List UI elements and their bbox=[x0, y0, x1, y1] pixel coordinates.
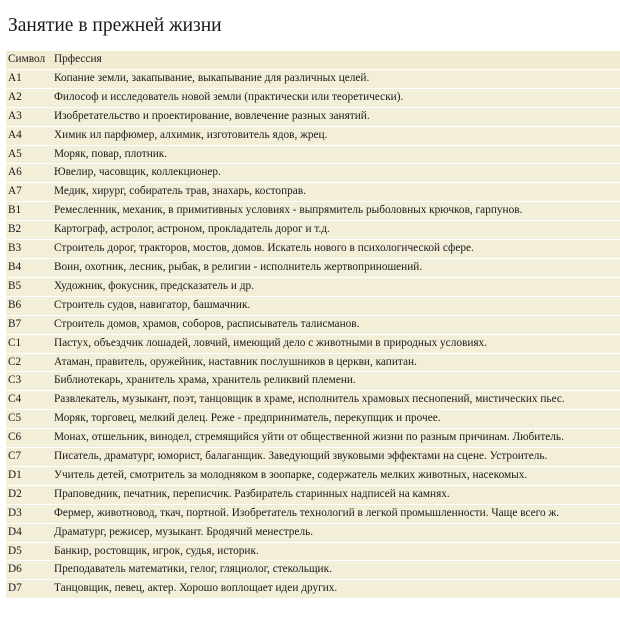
table-row bbox=[6, 524, 620, 542]
table-row bbox=[6, 448, 620, 466]
profession-table-container bbox=[6, 50, 620, 599]
profession-cell: Банкир, ростовщик, игрок, судья, историк. bbox=[52, 543, 620, 561]
table-row bbox=[6, 372, 620, 390]
header-profession: Прфессия bbox=[52, 51, 620, 69]
table-row bbox=[6, 354, 620, 372]
profession-cell: Пастух, объездчик лошадей, ловчий, имеющий дело с животными в природных условиях. bbox=[52, 335, 620, 353]
table-row bbox=[6, 410, 620, 428]
profession-cell: Философ и исследователь новой земли (практически или теоретически). bbox=[52, 89, 620, 107]
table-row bbox=[6, 164, 620, 182]
symbol-cell: C1 bbox=[6, 335, 52, 353]
table-row bbox=[6, 486, 620, 504]
symbol-cell: B2 bbox=[6, 221, 52, 239]
profession-cell: Строитель домов, храмов, соборов, расписыватель талисманов. bbox=[52, 316, 620, 334]
symbol-cell: C5 bbox=[6, 410, 52, 428]
symbol-cell: D6 bbox=[6, 561, 52, 579]
symbol-cell: C3 bbox=[6, 372, 52, 390]
profession-cell: Ремесленник, механик, в примитивных условиях - выпрямитель рыболовных крючков, гарпунов. bbox=[52, 202, 620, 220]
symbol-cell: A1 bbox=[6, 70, 52, 88]
profession-cell: Развлекатель, музыкант, поэт, танцовщик в храме, исполнитель храмовых песнопений, мистических пьес. bbox=[52, 391, 620, 409]
symbol-cell: C7 bbox=[6, 448, 52, 466]
profession-cell: Строитель дорог, тракторов, мостов, домов. Искатель нового в психологической сфере. bbox=[52, 240, 620, 258]
header-symbol: Символ bbox=[6, 51, 52, 69]
symbol-cell: D2 bbox=[6, 486, 52, 504]
symbol-cell: A3 bbox=[6, 108, 52, 126]
table-row bbox=[6, 146, 620, 164]
table-body bbox=[6, 70, 620, 598]
profession-cell: Учитель детей, смотритель за молодняком в зоопарке, содержатель мелких животных, насекомых. bbox=[52, 467, 620, 485]
profession-cell: Изобретательство и проектирование, вовлечение разных занятий. bbox=[52, 108, 620, 126]
profession-cell: Моряк, торговец, мелкий делец. Реже - предприниматель, перекупщик и прочее. bbox=[52, 410, 620, 428]
profession-cell: Монах, отшельник, винодел, стремящийся уйти от общественной жизни по разным причинам. Любитель. bbox=[52, 429, 620, 447]
symbol-cell: B7 bbox=[6, 316, 52, 334]
profession-cell: Ювелир, часовщик, коллекционер. bbox=[52, 164, 620, 182]
table-row bbox=[6, 543, 620, 561]
profession-cell: Танцовщик, певец, актер. Хорошо воплощает идеи других. bbox=[52, 580, 620, 598]
table-row bbox=[6, 580, 620, 598]
profession-cell: Медик, хирург, собиратель трав, знахарь, костоправ. bbox=[52, 183, 620, 201]
table-row bbox=[6, 505, 620, 523]
table-row bbox=[6, 221, 620, 239]
profession-cell: Праповедник, печатник, переписчик. Разбиратель старинных надписей на камнях. bbox=[52, 486, 620, 504]
table-row bbox=[6, 335, 620, 353]
symbol-cell: A2 bbox=[6, 89, 52, 107]
table-row bbox=[6, 202, 620, 220]
symbol-cell: C4 bbox=[6, 391, 52, 409]
symbol-cell: A6 bbox=[6, 164, 52, 182]
table-row bbox=[6, 278, 620, 296]
symbol-cell: D5 bbox=[6, 543, 52, 561]
symbol-cell: A7 bbox=[6, 183, 52, 201]
profession-cell: Художник, фокусник, предсказатель и др. bbox=[52, 278, 620, 296]
symbol-cell: D7 bbox=[6, 580, 52, 598]
profession-cell: Химик ил парфюмер, алхимик, изготовитель ядов, жрец. bbox=[52, 127, 620, 145]
table-row bbox=[6, 259, 620, 277]
symbol-cell: A4 bbox=[6, 127, 52, 145]
profession-table bbox=[6, 50, 620, 599]
symbol-cell: C2 bbox=[6, 354, 52, 372]
table-row bbox=[6, 429, 620, 447]
symbol-cell: D1 bbox=[6, 467, 52, 485]
table-row bbox=[6, 297, 620, 315]
table-row bbox=[6, 70, 620, 88]
table-row bbox=[6, 391, 620, 409]
profession-cell: Строитель судов, навигатор, башмачник. bbox=[52, 297, 620, 315]
profession-cell: Моряк, повар, плотник. bbox=[52, 146, 620, 164]
symbol-cell: B4 bbox=[6, 259, 52, 277]
table-header-row bbox=[6, 51, 620, 69]
profession-cell: Копание земли, закапывание, выкапывание для различных целей. bbox=[52, 70, 620, 88]
symbol-cell: D4 bbox=[6, 524, 52, 542]
profession-cell: Воин, охотник, лесник, рыбак, в религии - исполнитель жертвоприношений. bbox=[52, 259, 620, 277]
symbol-cell: B5 bbox=[6, 278, 52, 296]
table-row bbox=[6, 316, 620, 334]
profession-cell: Атаман, правитель, оружейник, наставник послушников в церкви, капитан. bbox=[52, 354, 620, 372]
table-row bbox=[6, 467, 620, 485]
symbol-cell: B3 bbox=[6, 240, 52, 258]
page-title: Занятие в прежней жизни bbox=[8, 15, 222, 36]
profession-cell: Драматург, режисер, музыкант. Бродячий менестрель. bbox=[52, 524, 620, 542]
profession-cell: Библиотекарь, хранитель храма, хранитель реликвий племени. bbox=[52, 372, 620, 390]
symbol-cell: C6 bbox=[6, 429, 52, 447]
table-row bbox=[6, 240, 620, 258]
table-row bbox=[6, 561, 620, 579]
table-row bbox=[6, 89, 620, 107]
symbol-cell: B6 bbox=[6, 297, 52, 315]
symbol-cell: A5 bbox=[6, 146, 52, 164]
profession-cell: Преподаватель математики, гелог, гляциолог, стекольщик. bbox=[52, 561, 620, 579]
symbol-cell: D3 bbox=[6, 505, 52, 523]
table-row bbox=[6, 127, 620, 145]
table-row bbox=[6, 183, 620, 201]
profession-cell: Фермер, животновод, ткач, портной. Изобретатель технологий в легкой промышленности. Чаще всего ж. bbox=[52, 505, 620, 523]
profession-cell: Картограф, астролог, астроном, прокладатель дорог и т.д. bbox=[52, 221, 620, 239]
profession-cell: Писатель, драматург, юморист, балаганщик. Заведующий звуковыми эффектами на сцене. Устроитель. bbox=[52, 448, 620, 466]
symbol-cell: B1 bbox=[6, 202, 52, 220]
table-row bbox=[6, 108, 620, 126]
